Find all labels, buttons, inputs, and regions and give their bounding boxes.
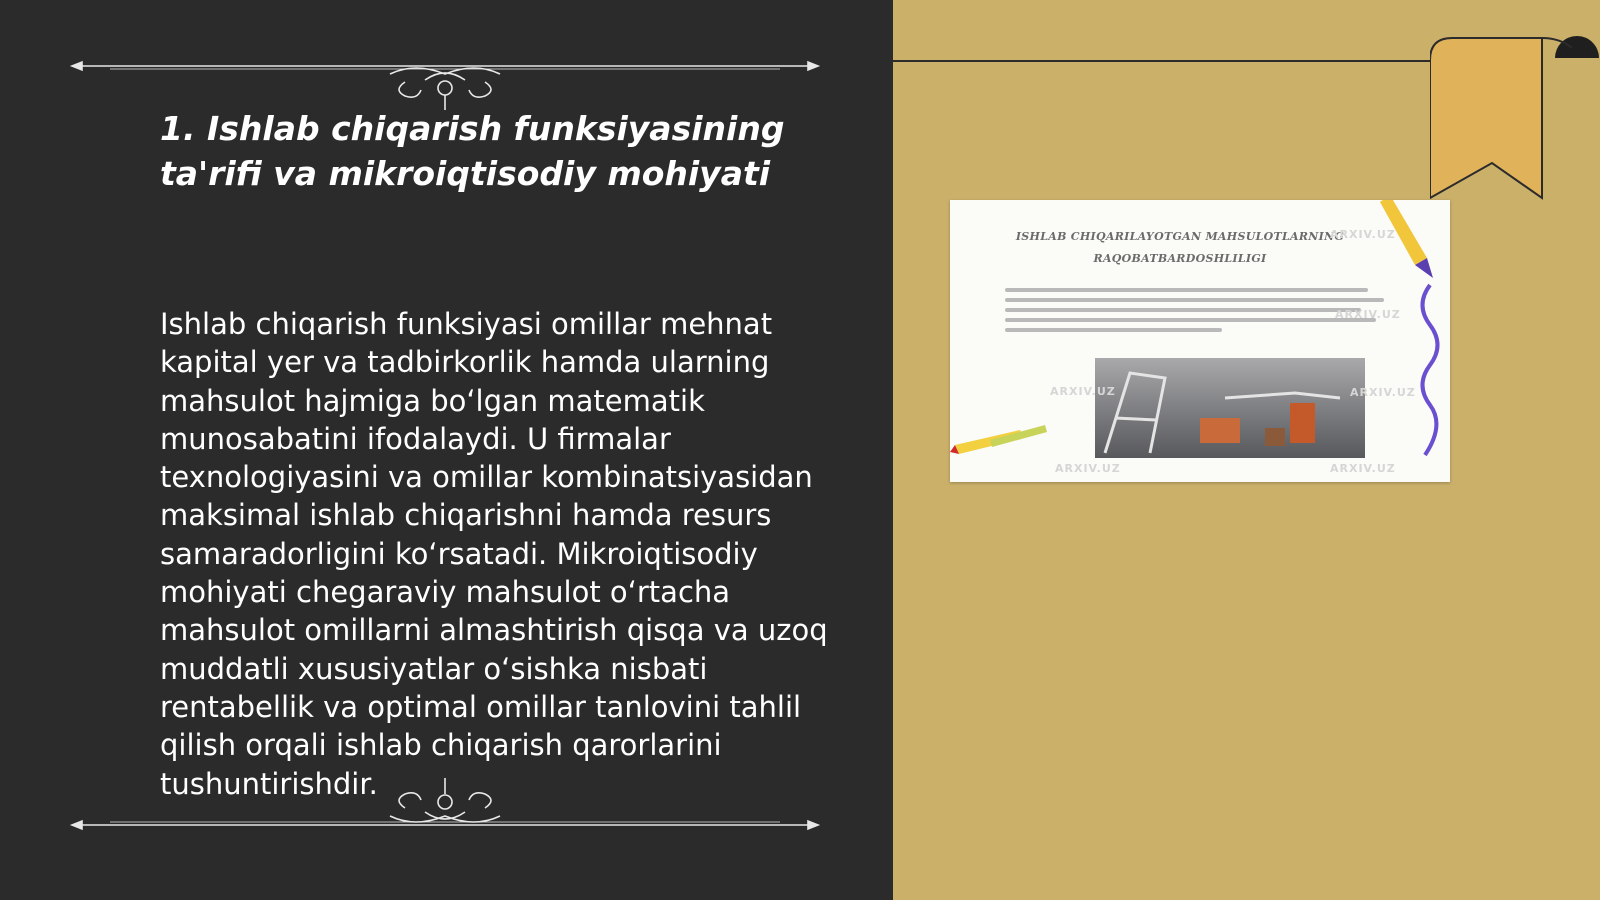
divider-line — [893, 60, 1453, 62]
wavy-line-icon — [1423, 285, 1438, 455]
thumbnail-watermark: ARXIV.UZ — [1335, 308, 1401, 321]
thumbnail-watermark: ARXIV.UZ — [1350, 386, 1416, 399]
thumbnail-watermark: ARXIV.UZ — [1055, 462, 1121, 475]
bottom-ornament-icon — [60, 772, 830, 832]
thumbnail-watermark: ARXIV.UZ — [1050, 385, 1116, 398]
thumbnail-heading: ISHLAB CHIQARILAYOTGAN MAHSULOTLARNING RAQOBATBARDOSHLILIGI — [1015, 230, 1345, 265]
thumbnail-watermark: ARXIV.UZ — [1330, 228, 1396, 241]
top-ornament-icon — [60, 50, 830, 110]
thumbnail-watermark: ARXIV.UZ — [1330, 462, 1396, 475]
bookmark-icon — [1430, 30, 1600, 200]
pencil-icon — [950, 420, 1050, 475]
slide-title: 1. Ishlab chiqarish funksiyasining ta'rifi va mikroiqtisodiy mohiyati — [160, 109, 785, 193]
document-thumbnail — [950, 200, 1450, 482]
thumbnail-photo — [1095, 358, 1365, 458]
slide-body-text: Ishlab chiqarish funksiyasi omillar mehnat kapital yer va tadbirkorlik hamda ularning mahsulot hajmiga bo‘lgan matematik munosabatini ifodalaydi. U firmalar texnologiyasini va omillar kombinatsiyasidan maksimal ishlab chiqarishni hamda resurs samaradorligini ko‘rsatadi. Mikroiqtisodiy mohiyati chegaraviy mahsulot o‘rtacha mahsulot omillarni almashtirish qisqa va uzoq muddatli xususiyatlar o‘sishka nisbati rentabellik va optimal omillar tanlovini tahlil qilish orqali ishlab chiqarish qarorlarini tushuntirishdir. — [160, 307, 828, 801]
pencil-icon — [1375, 200, 1445, 470]
